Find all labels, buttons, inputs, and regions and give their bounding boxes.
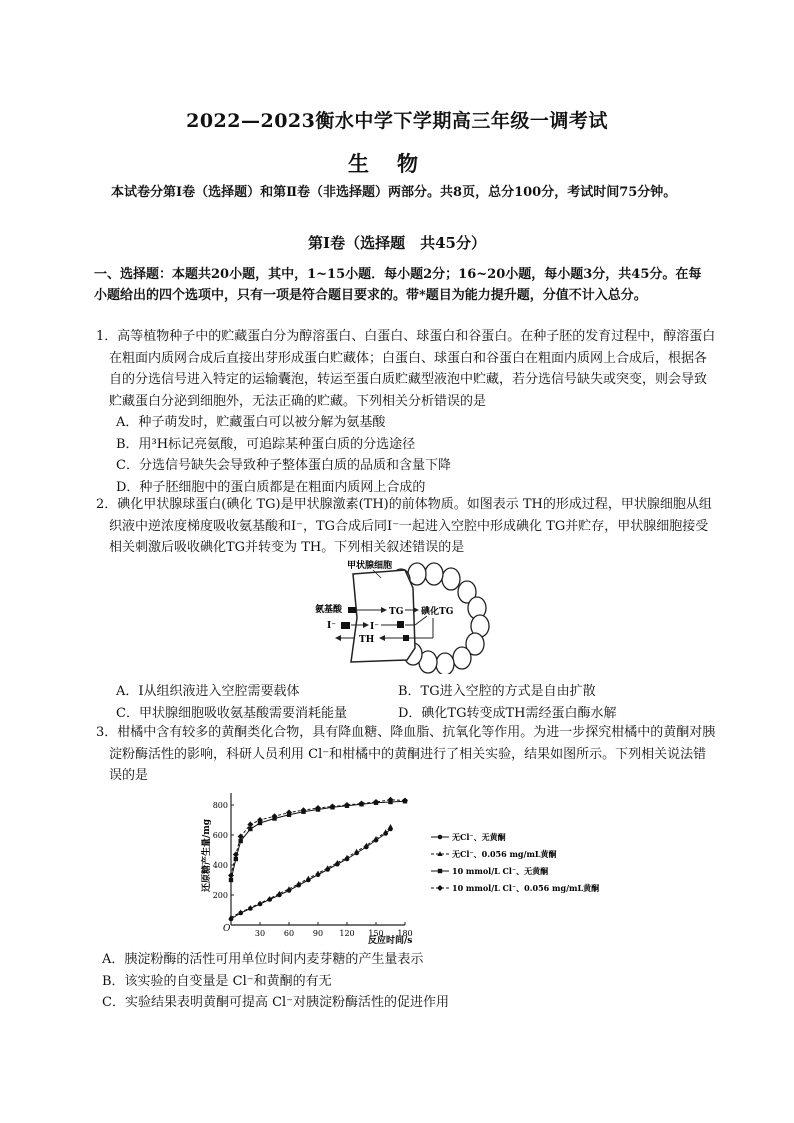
legend-marker	[437, 885, 443, 891]
question-2	[96, 494, 716, 559]
enzyme-activity-chart	[185, 787, 605, 947]
data-point	[228, 873, 234, 879]
volume-title: 第Ⅰ卷（选择题 共45分）	[308, 234, 486, 252]
option-a: A．I从组织液进入空腔需要载体	[116, 684, 300, 699]
data-point	[388, 824, 393, 829]
legend-label: 无Cl⁻、无黄酮	[452, 832, 506, 842]
x-tick-label: 120	[339, 929, 355, 938]
data-point	[344, 855, 349, 860]
data-point	[325, 865, 330, 870]
x-tick-label: 150	[368, 929, 384, 938]
legend-marker	[438, 869, 442, 873]
data-point	[228, 915, 233, 920]
legend-label: 10 mmol/L Cl⁻、0.056 mg/mL黄酮	[452, 883, 600, 893]
data-point	[364, 843, 369, 848]
origin-label: O	[223, 924, 231, 934]
x-tick-label: 30	[254, 929, 266, 938]
option-b: B．该实验的自变量是 Cl⁻和黄酮的有无	[102, 973, 332, 989]
y-tick-label: 800	[212, 801, 228, 810]
data-point	[306, 876, 311, 881]
thyroid-diagram	[315, 556, 495, 674]
option-c: C．实验结果表明黄酮可提高 Cl⁻对胰淀粉酶活性的促进作用	[102, 995, 450, 1010]
y-tick-label: 200	[212, 891, 228, 900]
option-a: A．胰淀粉酶的活性可用单位时间内麦芽糖的产生量表示	[102, 952, 424, 967]
amino-acid-label: 氨基酸	[315, 605, 343, 615]
data-point	[373, 836, 378, 841]
question-3-options	[96, 949, 716, 1014]
transporter-icon	[348, 607, 356, 613]
option-d: D．种子胚细胞中的蛋白质都是在粗面内质网上合成的	[116, 479, 426, 495]
x-tick-label: 60	[283, 929, 295, 938]
data-point	[354, 849, 359, 854]
y-tick-label: 600	[212, 831, 228, 840]
y-axis-label: 还原糖产生量/mg	[202, 818, 212, 892]
question-1	[96, 326, 716, 498]
data-point	[335, 860, 340, 865]
legend-label: 无Cl⁻、0.056 mg/mL黄酮	[452, 849, 557, 859]
cell-label: 甲状腺细胞	[347, 561, 393, 571]
exam-intro: 本试卷分第Ⅰ卷（选择题）和第Ⅱ卷（非选择题）两部分。共8页，总分100分，考试时间75分钟。	[111, 185, 677, 200]
chart-axes	[213, 793, 413, 938]
x-axis-label: 反应时间/s	[368, 936, 413, 946]
iodide-inner-label: I⁻	[370, 622, 379, 632]
option-a: A．种子萌发时，贮藏蛋白可以被分解为氨基酸	[116, 415, 386, 430]
data-point	[315, 870, 320, 875]
chart-series	[228, 797, 408, 922]
question-3	[96, 722, 716, 787]
iodinated-tg-label: 碘化TG	[421, 607, 454, 617]
tg-label: TG	[389, 607, 404, 617]
exam-title: 2022—2023衡水中学下学期高三年级一调考试	[186, 110, 608, 132]
series-line	[231, 827, 391, 918]
option-c: C．分选信号缺失会导致种子整体蛋白质的品质和含量下降	[116, 458, 451, 473]
data-point	[296, 881, 301, 886]
iodide-pump-icon	[341, 622, 350, 629]
series-line	[231, 801, 405, 880]
iodide-label: I⁻	[327, 621, 336, 631]
question-stem: 3．柑橘中含有较多的黄酮类化合物，具有降血糖、降血脂、抗氧化等作用。为进一步探究柑橘中的黄酮对胰淀粉酶活性的影响，科研人员利用 Cl⁻和柑橘中的黄酮进行了相关实验，结果如图所示。下列相关说法错误的是	[96, 725, 716, 783]
subject-title: 生物	[348, 151, 446, 176]
x-tick-label: 90	[312, 929, 324, 938]
question-stem: 1．高等植物种子中的贮藏蛋白分为醇溶蛋白、白蛋白、球蛋白和谷蛋白。在种子胚的发育过程中，醇溶蛋白在粗面内质网合成后直接出芽形成蛋白贮藏体；白蛋白、球蛋白和谷蛋白在粗面内质网上合成后，根据各自的分选信号进入特定的运输囊泡，转运至蛋白质贮藏型液泡中贮藏，若分选信号缺失或突变，则会导致贮藏蛋白分泌到细胞外，无法正确的贮藏。下列相关分析错误的是	[96, 329, 716, 409]
option-b: B．TG进入空腔的方式是自由扩散	[398, 684, 596, 699]
question-stem: 2．碘化甲状腺球蛋白(碘化 TG)是甲状腺激素(TH)的前体物质。如图表示 TH的形成过程，甲状腺细胞从组织液中逆浓度梯度吸收氨基酸和I⁻，TG合成后同I⁻一起进入空腔中形成碘化 TG并贮存，甲状腺细胞接受相关刺激后吸收碘化TG并转变为 TH。下列相关叙述错误的是	[96, 497, 712, 555]
th-label: TH	[359, 635, 375, 645]
option-c: C．甲状腺细胞吸收氨基酸需要消耗能量	[116, 706, 347, 721]
cell-outline	[351, 570, 415, 662]
chart-legend	[431, 832, 599, 893]
x-tick-label: 180	[397, 929, 413, 938]
section-instructions: 一、选择题：本题共20小题，其中，1~15小题．每小题2分；16~20小题，每小题3分，共45分。在每小题给出的四个选项中，只有一项是符合题目要求的。带*题目为能力提升题，分值不计入总分。	[94, 267, 702, 303]
y-tick-label: 400	[212, 861, 228, 870]
data-point	[286, 886, 291, 891]
legend-marker	[438, 835, 443, 840]
option-d: D．碘化TG转变成TH需经蛋白酶水解	[398, 706, 617, 721]
legend-label: 10 mmol/L Cl⁻、无黄酮	[452, 866, 549, 876]
option-b: B．用³H标记亮氨酸，可追踪某种蛋白质的分选途径	[116, 436, 416, 452]
